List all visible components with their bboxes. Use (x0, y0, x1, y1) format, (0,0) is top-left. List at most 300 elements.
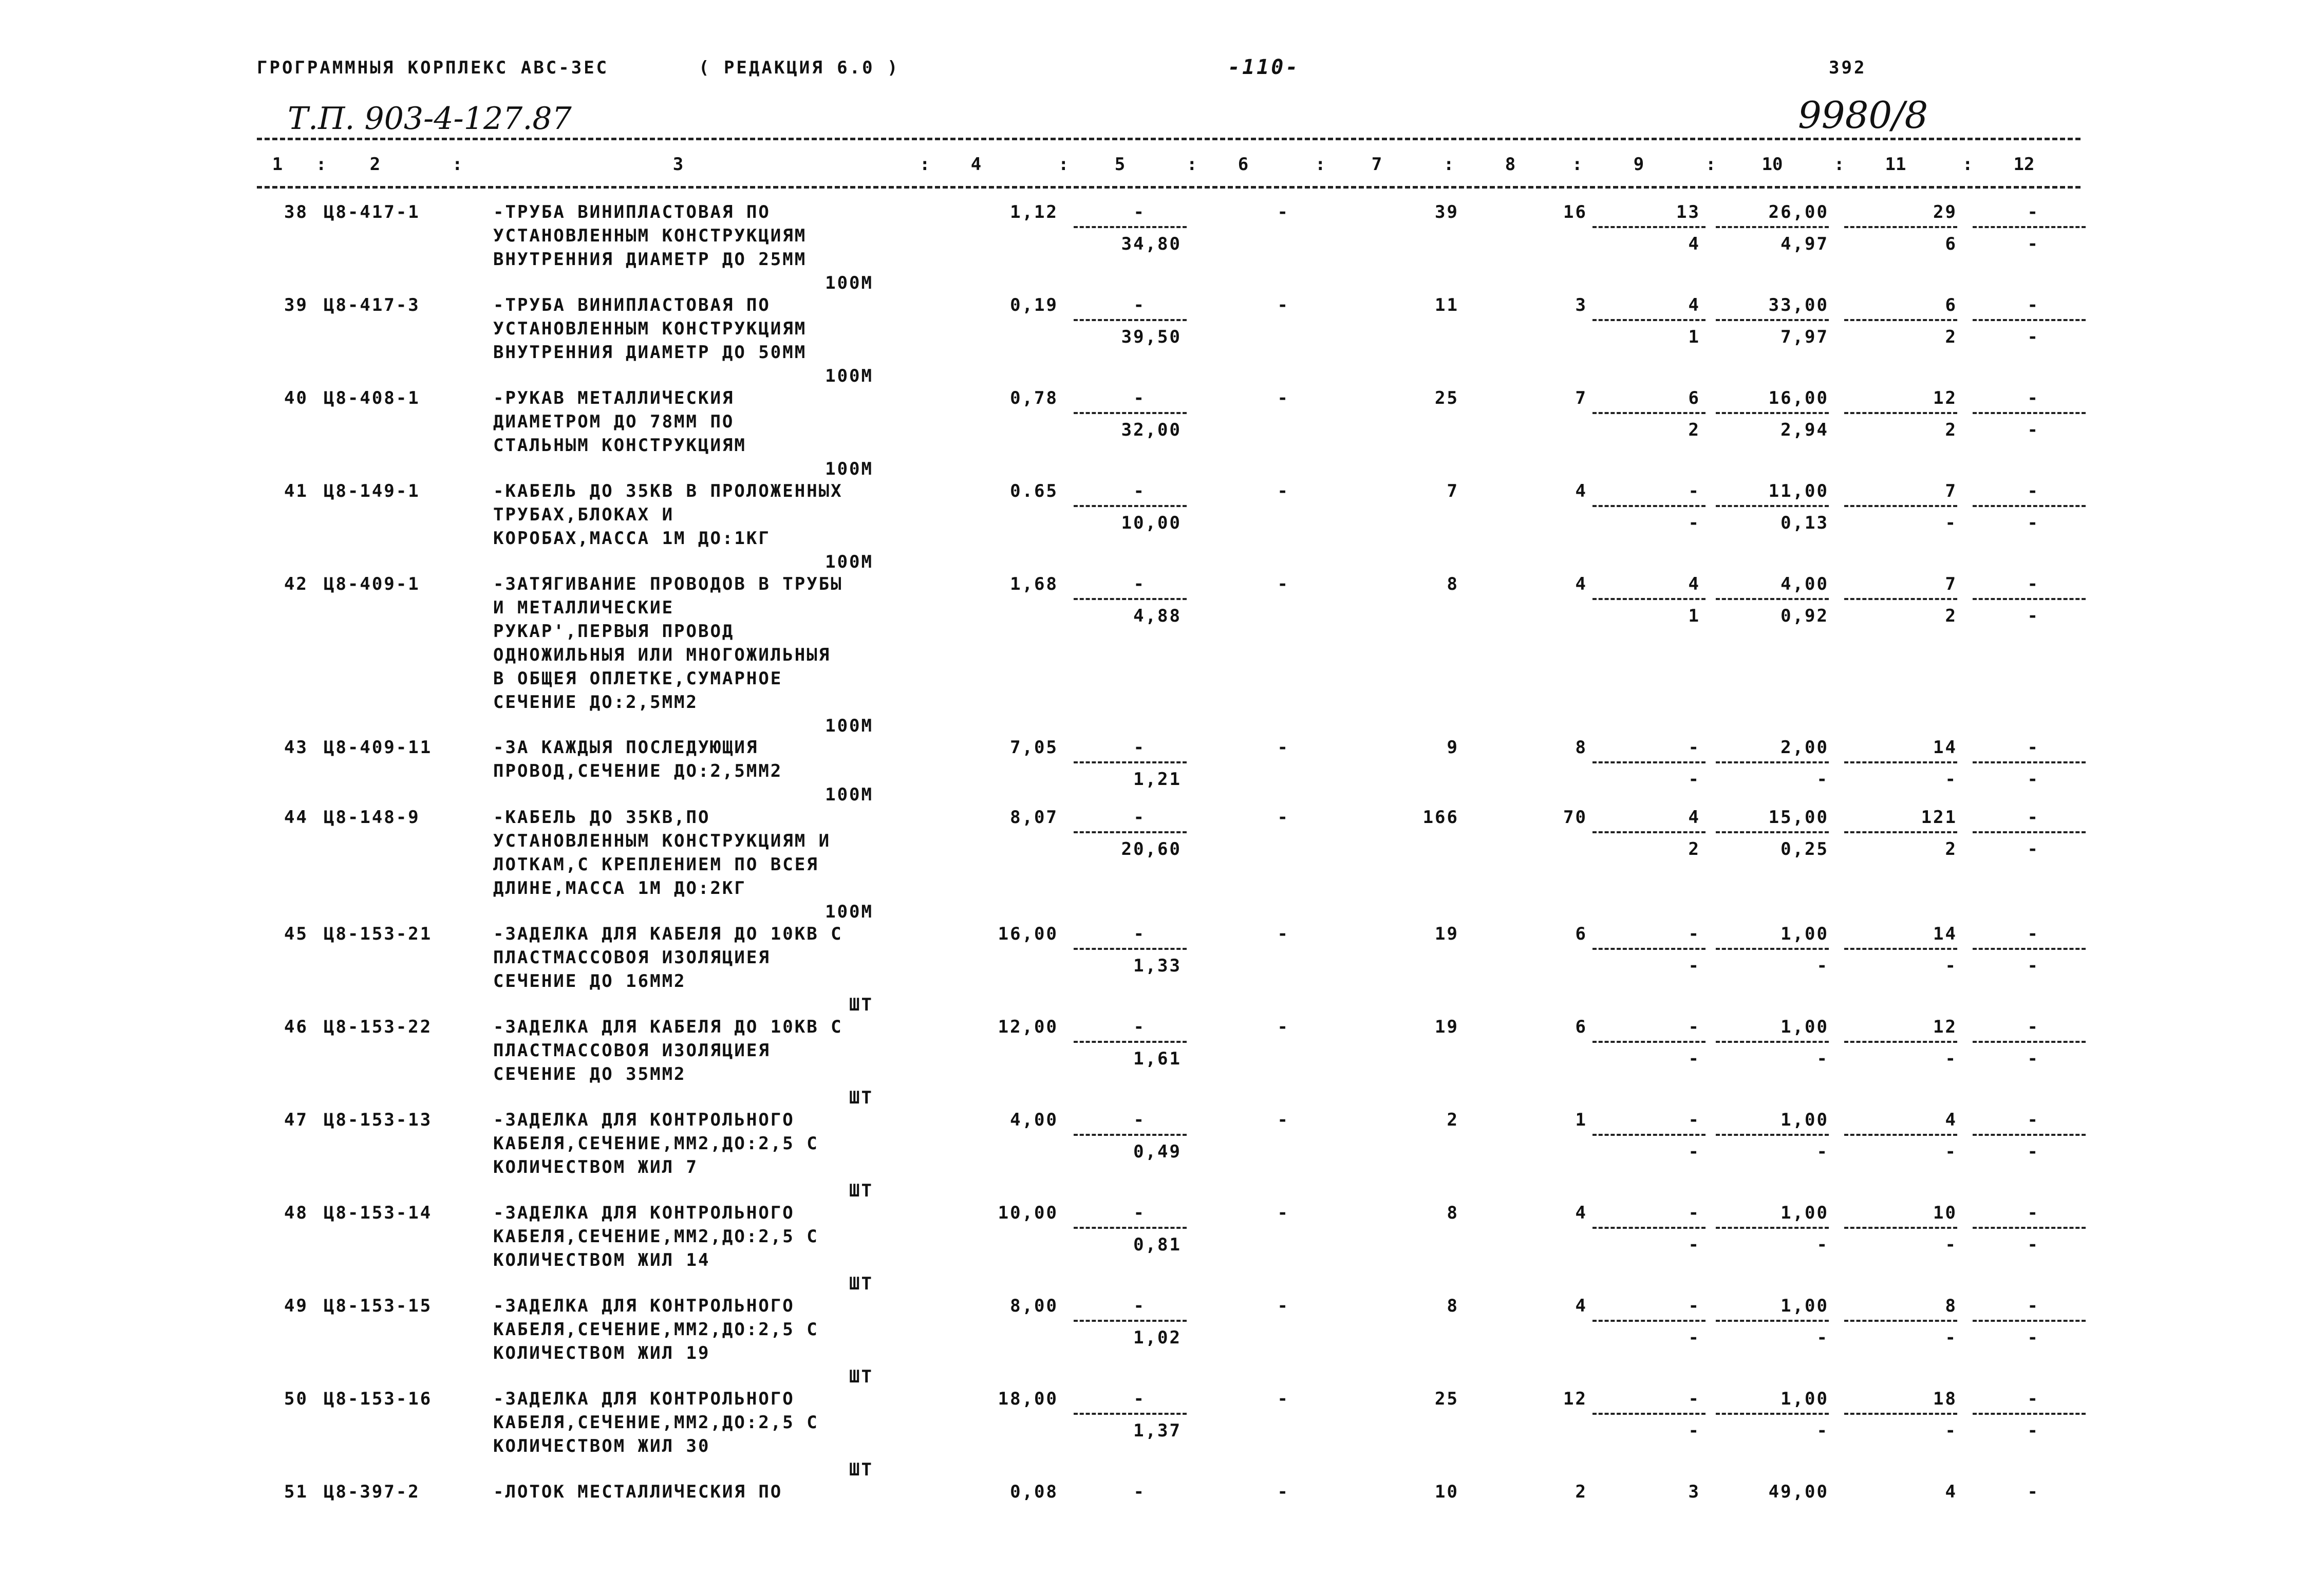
col-5-bottom: 1,21 (1133, 769, 1182, 790)
col-5-top: - (1133, 1203, 1146, 1223)
col-10-top: 1,00 (1781, 924, 1829, 944)
col-5-top: - (1133, 1110, 1146, 1130)
row-number: 48 (284, 1203, 308, 1223)
subtotal-rule (1716, 1134, 1829, 1136)
unit-label: 100М (825, 273, 873, 293)
subtotal-rule (1592, 505, 1705, 507)
col-6-value: - (1277, 1389, 1289, 1409)
description-line: -ЗАДЕЛКА ДЛЯ КОНТРОЛЬНОГО (493, 1389, 795, 1409)
col-7-value: 19 (1435, 1017, 1459, 1037)
subtotal-rule (1716, 1041, 1829, 1043)
unit-label: 100М (825, 902, 873, 922)
col-9-top: - (1688, 481, 1700, 501)
col-6-value: - (1277, 388, 1289, 408)
subtotal-rule (1074, 226, 1187, 228)
column-separator: : (1315, 154, 1326, 175)
col-12-top: - (2027, 924, 2039, 944)
col-12-top: - (2027, 295, 2039, 315)
col-11-bottom: - (1945, 769, 1957, 790)
col-7-value: 2 (1447, 1110, 1459, 1130)
description-line: -ЗАДЕЛКА ДЛЯ КАБЕЛЯ ДО 10КВ С (493, 924, 843, 944)
resource-code: Ц8-153-16 (324, 1389, 433, 1409)
resource-code: Ц8-153-14 (324, 1203, 433, 1223)
col-11-bottom: - (1945, 1420, 1957, 1441)
col-9-bottom: 2 (1688, 420, 1700, 440)
subtotal-rule (1716, 948, 1829, 950)
description-line: -ЗАТЯГИВАНИЕ ПРОВОДОВ В ТРУБЫ (493, 574, 843, 594)
description-line: КОЛИЧЕСТВОМ ЖИЛ 14 (493, 1250, 710, 1270)
subtotal-rule (1074, 319, 1187, 321)
column-number-11: 11 (1885, 154, 1906, 175)
col-9-bottom: 2 (1688, 839, 1700, 859)
resource-code: Ц8-408-1 (324, 388, 420, 408)
archive-number: 9980/8 (1798, 93, 1928, 137)
subtotal-rule (1592, 1134, 1705, 1136)
subtotal-rule (1592, 1413, 1705, 1415)
col-9-bottom: - (1688, 513, 1700, 533)
col-12-top: - (2027, 1203, 2039, 1223)
col-5-bottom: 10,00 (1121, 513, 1182, 533)
col-11-top: 7 (1945, 574, 1957, 594)
column-number-10: 10 (1761, 154, 1783, 175)
subtotal-rule (1074, 1413, 1187, 1415)
col-10-top: 4,00 (1781, 574, 1829, 594)
subtotal-rule (1716, 598, 1829, 600)
col-11-bottom: 2 (1945, 839, 1957, 859)
col-5-top: - (1133, 202, 1146, 222)
col-10-top: 1,00 (1781, 1017, 1829, 1037)
col-4-value: 1,68 (1010, 574, 1058, 594)
col-12-bottom: - (2027, 1142, 2039, 1162)
col-7-value: 7 (1447, 481, 1459, 501)
col-6-value: - (1277, 1203, 1289, 1223)
subtotal-rule (1973, 1413, 2086, 1415)
col-10-bottom: 2,94 (1781, 420, 1829, 440)
col-12-top: - (2027, 1017, 2039, 1037)
resource-code: Ц8-153-22 (324, 1017, 433, 1037)
subtotal-rule (1844, 761, 1957, 763)
col-11-top: 14 (1933, 924, 1957, 944)
description-line: СЕЧЕНИЕ ДО:2,5ММ2 (493, 692, 698, 713)
col-4-value: 18,00 (998, 1389, 1058, 1409)
col-9-bottom: 1 (1688, 327, 1700, 347)
col-9-top: - (1688, 924, 1700, 944)
col-10-bottom: - (1816, 1234, 1829, 1255)
description-line: -ЗАДЕЛКА ДЛЯ КОНТРОЛЬНОГО (493, 1203, 795, 1223)
col-7-value: 8 (1447, 574, 1459, 594)
col-11-top: 4 (1945, 1482, 1957, 1502)
col-10-top: 2,00 (1781, 737, 1829, 758)
column-number-row (0, 154, 2324, 180)
col-8-value: 7 (1575, 388, 1587, 408)
col-9-top: - (1688, 1389, 1700, 1409)
subtotal-rule (1973, 505, 2086, 507)
col-12-top: - (2027, 388, 2039, 408)
col-12-bottom: - (2027, 606, 2039, 626)
col-11-bottom: - (1945, 1327, 1957, 1348)
description-line: СЕЧЕНИЕ ДО 35ММ2 (493, 1064, 686, 1084)
col-11-bottom: 2 (1945, 606, 1957, 626)
col-4-value: 10,00 (998, 1203, 1058, 1223)
col-10-top: 15,00 (1768, 807, 1829, 828)
col-9-bottom: - (1688, 1327, 1700, 1348)
unit-label: 100М (825, 716, 873, 736)
subtotal-rule (1973, 761, 2086, 763)
subtotal-rule (1074, 761, 1187, 763)
col-11-bottom: 2 (1945, 420, 1957, 440)
col-12-top: - (2027, 737, 2039, 758)
col-12-top: - (2027, 1296, 2039, 1316)
col-11-top: 18 (1933, 1389, 1957, 1409)
col-11-bottom: 2 (1945, 327, 1957, 347)
column-separator: : (1572, 154, 1583, 175)
col-11-top: 7 (1945, 481, 1957, 501)
col-11-top: 12 (1933, 388, 1957, 408)
description-line: КОЛИЧЕСТВОМ ЖИЛ 19 (493, 1343, 710, 1363)
description-line: УСТАНОВЛЕННЫМ КОНСТРУКЦИЯМ (493, 319, 807, 339)
description-line: И МЕТАЛЛИЧЕСКИЕ (493, 597, 674, 618)
description-line: -ЛОТОК МЕСТАЛЛИЧЕСКИЯ ПО (493, 1482, 783, 1502)
col-8-value: 12 (1563, 1389, 1587, 1409)
column-separator: : (452, 154, 463, 175)
subtotal-rule (1973, 1320, 2086, 1322)
col-6-value: - (1277, 1296, 1289, 1316)
col-7-value: 9 (1447, 737, 1459, 758)
description-line: КОЛИЧЕСТВОМ ЖИЛ 30 (493, 1436, 710, 1456)
col-5-bottom: 1,02 (1133, 1327, 1182, 1348)
header-rule-top (257, 138, 2081, 140)
subtotal-rule (1973, 1134, 2086, 1136)
description-line: -ТРУБА ВИНИПЛАСТОВАЯ ПО (493, 202, 771, 222)
column-separator: : (1962, 154, 1973, 175)
description-line: -КАБЕЛЬ ДО 35КВ,ПО (493, 807, 710, 828)
column-number-2: 2 (369, 154, 381, 175)
col-4-value: 8,07 (1010, 807, 1058, 828)
col-10-top: 1,00 (1781, 1203, 1829, 1223)
subtotal-rule (1844, 1320, 1957, 1322)
col-12-bottom: - (2027, 1327, 2039, 1348)
col-4-value: 7,05 (1010, 737, 1058, 758)
unit-label: 100М (825, 459, 873, 479)
col-9-bottom: 1 (1688, 606, 1700, 626)
column-separator: : (316, 154, 327, 175)
row-number: 50 (284, 1389, 308, 1409)
description-line: ЛОТКАМ,С КРЕПЛЕНИЕМ ПО ВСЕЯ (493, 854, 819, 875)
row-number: 45 (284, 924, 308, 944)
col-9-bottom: - (1688, 1420, 1700, 1441)
col-11-bottom: - (1945, 513, 1957, 533)
row-number: 39 (284, 295, 308, 315)
description-line: ПЛАСТМАССОВОЯ ИЗОЛЯЦИЕЯ (493, 1040, 771, 1061)
description-line: КАБЕЛЯ,СЕЧЕНИЕ,ММ2,ДО:2,5 С (493, 1226, 819, 1247)
col-12-top: - (2027, 807, 2039, 828)
row-number: 51 (284, 1482, 308, 1502)
description-line: -КАБЕЛЬ ДО 35КВ В ПРОЛОЖЕННЫХ (493, 481, 843, 501)
unit-label: ШТ (849, 1088, 873, 1108)
program-title: ГРОГРАММНЫЯ КОРПЛЕКС АВС-ЗЕС (257, 58, 609, 78)
col-12-bottom: - (2027, 513, 2039, 533)
page-number-right: 392 (1829, 58, 1867, 78)
col-7-value: 8 (1447, 1203, 1459, 1223)
col-9-bottom: - (1688, 1234, 1700, 1255)
col-5-bottom: 0,81 (1133, 1234, 1182, 1255)
description-line: -ЗАДЕЛКА ДЛЯ КОНТРОЛЬНОГО (493, 1110, 795, 1130)
col-11-top: 10 (1933, 1203, 1957, 1223)
col-11-top: 8 (1945, 1296, 1957, 1316)
col-9-bottom: 4 (1688, 234, 1700, 254)
col-9-top: 6 (1688, 388, 1700, 408)
row-number: 49 (284, 1296, 308, 1316)
column-separator: : (920, 154, 930, 175)
description-line: ТРУБАХ,БЛОКАХ И (493, 504, 674, 525)
col-6-value: - (1277, 295, 1289, 315)
subtotal-rule (1844, 226, 1957, 228)
col-7-value: 8 (1447, 1296, 1459, 1316)
resource-code: Ц8-409-11 (324, 737, 433, 758)
subtotal-rule (1973, 831, 2086, 833)
col-12-bottom: - (2027, 839, 2039, 859)
col-12-bottom: - (2027, 327, 2039, 347)
col-6-value: - (1277, 1110, 1289, 1130)
col-5-top: - (1133, 737, 1146, 758)
col-9-bottom: - (1688, 1142, 1700, 1162)
col-5-top: - (1133, 481, 1146, 501)
col-12-bottom: - (2027, 420, 2039, 440)
subtotal-rule (1844, 1134, 1957, 1136)
subtotal-rule (1592, 598, 1705, 600)
col-7-value: 10 (1435, 1482, 1459, 1502)
col-12-top: - (2027, 574, 2039, 594)
subtotal-rule (1844, 948, 1957, 950)
header-rule-bottom (257, 186, 2081, 189)
col-6-value: - (1277, 574, 1289, 594)
col-9-top: 4 (1688, 807, 1700, 828)
subtotal-rule (1844, 505, 1957, 507)
col-10-top: 1,00 (1781, 1296, 1829, 1316)
col-10-bottom: - (1816, 1327, 1829, 1348)
description-line: УСТАНОВЛЕННЫМ КОНСТРУКЦИЯМ И (493, 831, 831, 851)
col-6-value: - (1277, 924, 1289, 944)
resource-code: Ц8-153-15 (324, 1296, 433, 1316)
col-9-top: 4 (1688, 574, 1700, 594)
description-line: ДЛИНЕ,МАССА 1М ДО:2КГ (493, 878, 746, 899)
description-line: СЕЧЕНИЕ ДО 16ММ2 (493, 971, 686, 992)
col-5-bottom: 1,37 (1133, 1420, 1182, 1441)
edition-label: ( РЕДАКЦИЯ 6.0 ) (699, 58, 900, 78)
unit-label: ШТ (849, 1367, 873, 1387)
col-8-value: 4 (1575, 574, 1587, 594)
col-10-bottom: - (1816, 1049, 1829, 1069)
subtotal-rule (1716, 505, 1829, 507)
col-11-bottom: - (1945, 1142, 1957, 1162)
column-separator: : (1444, 154, 1454, 175)
row-number: 38 (284, 202, 308, 222)
subtotal-rule (1973, 1227, 2086, 1229)
unit-label: ШТ (849, 1181, 873, 1201)
col-5-bottom: 20,60 (1121, 839, 1182, 859)
col-8-value: 70 (1563, 807, 1587, 828)
resource-code: Ц8-148-9 (324, 807, 420, 828)
col-5-bottom: 32,00 (1121, 420, 1182, 440)
col-4-value: 1,12 (1010, 202, 1058, 222)
column-separator: : (1705, 154, 1716, 175)
description-line: -ЗАДЕЛКА ДЛЯ КОНТРОЛЬНОГО (493, 1296, 795, 1316)
column-number-3: 3 (672, 154, 684, 175)
subtotal-rule (1074, 1041, 1187, 1043)
resource-code: Ц8-417-1 (324, 202, 420, 222)
col-5-bottom: 1,61 (1133, 1049, 1182, 1069)
col-4-value: 0.65 (1010, 481, 1058, 501)
col-10-bottom: 7,97 (1781, 327, 1829, 347)
subtotal-rule (1074, 948, 1187, 950)
col-11-top: 4 (1945, 1110, 1957, 1130)
subtotal-rule (1592, 319, 1705, 321)
col-4-value: 16,00 (998, 924, 1058, 944)
col-12-bottom: - (2027, 769, 2039, 790)
col-4-value: 0,08 (1010, 1482, 1058, 1502)
subtotal-rule (1074, 1227, 1187, 1229)
col-10-bottom: 4,97 (1781, 234, 1829, 254)
unit-label: ШТ (849, 1460, 873, 1480)
subtotal-rule (1074, 412, 1187, 414)
col-10-bottom: - (1816, 1142, 1829, 1162)
col-8-value: 6 (1575, 924, 1587, 944)
col-8-value: 4 (1575, 1296, 1587, 1316)
col-7-value: 39 (1435, 202, 1459, 222)
subtotal-rule (1592, 226, 1705, 228)
unit-label: 100М (825, 366, 873, 386)
subtotal-rule (1844, 1227, 1957, 1229)
col-11-top: 14 (1933, 737, 1957, 758)
col-12-bottom: - (2027, 1420, 2039, 1441)
row-number: 46 (284, 1017, 308, 1037)
row-number: 43 (284, 737, 308, 758)
col-10-bottom: 0,13 (1781, 513, 1829, 533)
subtotal-rule (1716, 1227, 1829, 1229)
subtotal-rule (1592, 1041, 1705, 1043)
column-number-12: 12 (2013, 154, 2035, 175)
description-line: ПРОВОД,СЕЧЕНИЕ ДО:2,5ММ2 (493, 761, 783, 781)
col-11-bottom: - (1945, 1049, 1957, 1069)
col-11-bottom: 6 (1945, 234, 1957, 254)
col-9-bottom: - (1688, 769, 1700, 790)
column-separator: : (1187, 154, 1197, 175)
col-12-top: - (2027, 1110, 2039, 1130)
col-5-bottom: 1,33 (1133, 956, 1182, 976)
subtotal-rule (1973, 948, 2086, 950)
row-number: 47 (284, 1110, 308, 1130)
description-line: В ОБЩЕЯ ОПЛЕТКЕ,СУМАРНОЕ (493, 668, 783, 689)
col-4-value: 8,00 (1010, 1296, 1058, 1316)
col-6-value: - (1277, 807, 1289, 828)
col-9-top: - (1688, 1110, 1700, 1130)
subtotal-rule (1716, 1413, 1829, 1415)
col-5-top: - (1133, 1482, 1146, 1502)
col-8-value: 16 (1563, 202, 1587, 222)
subtotal-rule (1844, 1413, 1957, 1415)
description-line: КАБЕЛЯ,СЕЧЕНИЕ,ММ2,ДО:2,5 С (493, 1412, 819, 1433)
col-5-top: - (1133, 1017, 1146, 1037)
subtotal-rule (1592, 412, 1705, 414)
col-10-top: 1,00 (1781, 1110, 1829, 1130)
col-10-top: 16,00 (1768, 388, 1829, 408)
description-line: КОЛИЧЕСТВОМ ЖИЛ 7 (493, 1157, 698, 1177)
col-7-value: 25 (1435, 1389, 1459, 1409)
row-number: 42 (284, 574, 308, 594)
description-line: КОРОБАХ,МАССА 1М ДО:1КГ (493, 528, 771, 549)
col-7-value: 166 (1422, 807, 1459, 828)
col-9-top: 13 (1676, 202, 1700, 222)
col-5-bottom: 0,49 (1133, 1142, 1182, 1162)
subtotal-rule (1844, 319, 1957, 321)
col-12-top: - (2027, 1482, 2039, 1502)
col-12-top: - (2027, 1389, 2039, 1409)
description-line: УСТАНОВЛЕННЫМ КОНСТРУКЦИЯМ (493, 226, 807, 246)
col-8-value: 4 (1575, 1203, 1587, 1223)
unit-label: ШТ (849, 1274, 873, 1294)
column-number-1: 1 (272, 154, 283, 175)
subtotal-rule (1844, 1041, 1957, 1043)
page-number-center: -110- (1228, 55, 1300, 79)
resource-code: Ц8-397-2 (324, 1482, 420, 1502)
column-separator: : (1834, 154, 1845, 175)
subtotal-rule (1592, 1227, 1705, 1229)
col-6-value: - (1277, 1017, 1289, 1037)
subtotal-rule (1716, 226, 1829, 228)
subtotal-rule (1716, 761, 1829, 763)
subtotal-rule (1844, 412, 1957, 414)
description-line: ВНУТРЕННИЯ ДИАМЕТР ДО 50ММ (493, 342, 807, 363)
column-number-8: 8 (1505, 154, 1516, 175)
col-10-top: 11,00 (1768, 481, 1829, 501)
subtotal-rule (1973, 412, 2086, 414)
col-9-top: - (1688, 1017, 1700, 1037)
col-5-top: - (1133, 924, 1146, 944)
col-8-value: 1 (1575, 1110, 1587, 1130)
col-5-bottom: 34,80 (1121, 234, 1182, 254)
col-10-top: 33,00 (1768, 295, 1829, 315)
description-line: РУКАР',ПЕРВЫЯ ПРОВОД (493, 621, 735, 642)
subtotal-rule (1716, 412, 1829, 414)
col-5-top: - (1133, 1296, 1146, 1316)
col-12-bottom: - (2027, 956, 2039, 976)
resource-code: Ц8-417-3 (324, 295, 420, 315)
subtotal-rule (1973, 226, 2086, 228)
col-5-top: - (1133, 1389, 1146, 1409)
col-12-bottom: - (2027, 1049, 2039, 1069)
col-9-top: - (1688, 737, 1700, 758)
subtotal-rule (1592, 1320, 1705, 1322)
col-11-top: 12 (1933, 1017, 1957, 1037)
subtotal-rule (1592, 831, 1705, 833)
col-10-bottom: 0,92 (1781, 606, 1829, 626)
col-11-top: 29 (1933, 202, 1957, 222)
column-separator: : (1058, 154, 1069, 175)
col-12-bottom: - (2027, 1234, 2039, 1255)
description-line: -РУКАВ МЕТАЛЛИЧЕСКИЯ (493, 388, 735, 408)
col-7-value: 11 (1435, 295, 1459, 315)
unit-label: 100М (825, 552, 873, 572)
resource-code: Ц8-409-1 (324, 574, 420, 594)
col-9-top: 3 (1688, 1482, 1700, 1502)
subtotal-rule (1074, 1320, 1187, 1322)
column-number-7: 7 (1371, 154, 1382, 175)
col-12-top: - (2027, 481, 2039, 501)
description-line: -ТРУБА ВИНИПЛАСТОВАЯ ПО (493, 295, 771, 315)
description-line: ВНУТРЕННИЯ ДИАМЕТР ДО 25ММ (493, 249, 807, 270)
subtotal-rule (1716, 1320, 1829, 1322)
col-8-value: 6 (1575, 1017, 1587, 1037)
